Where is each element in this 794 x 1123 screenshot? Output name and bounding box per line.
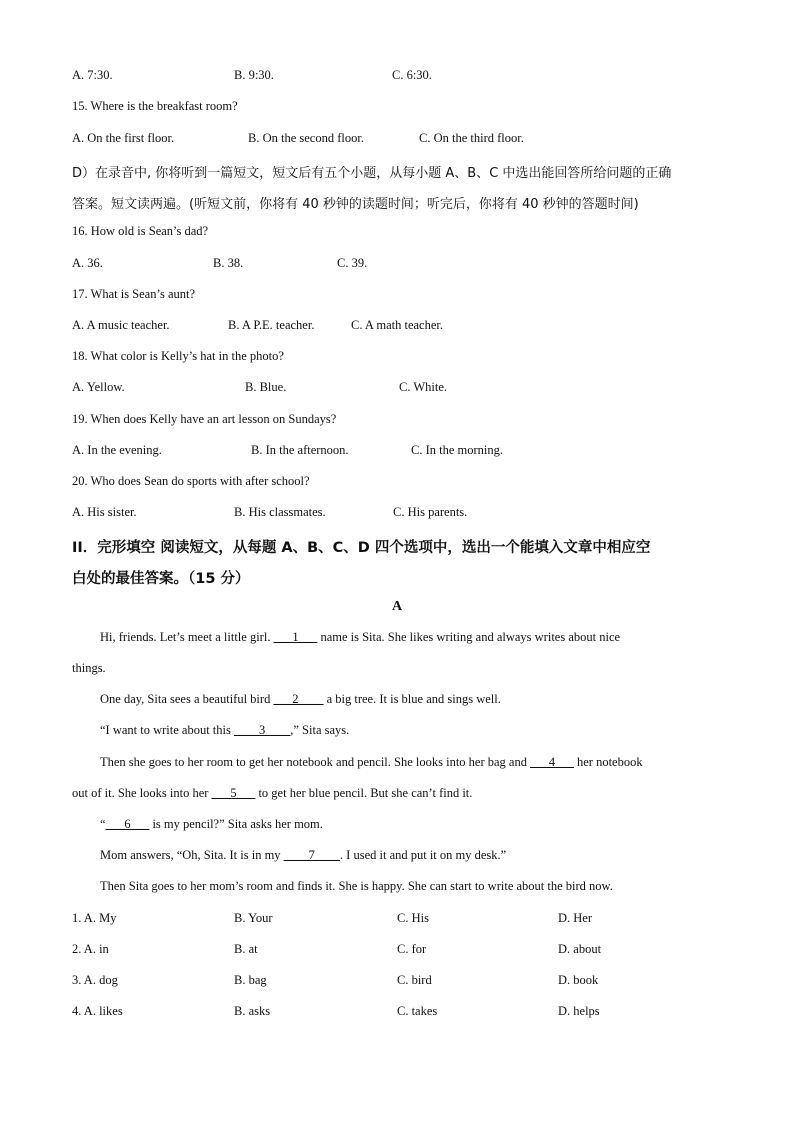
- q3-option-d: D. book: [558, 973, 599, 987]
- section-d-instruction-line2: 答案。短文读两遍。(听短文前，你将有 40 秒钟的读题时间；听完后，你将有 40 秒钟的答题时间): [72, 197, 639, 212]
- passage-text: One day, Sita sees a beautiful bird: [100, 692, 274, 706]
- passage-text: Then she goes to her room to get her notebook and pencil. She looks into her bag and: [100, 755, 531, 769]
- q20-option-c: C. His parents.: [393, 505, 468, 519]
- section-d-instruction-line1: D）在录音中, 你将听到一篇短文，短文后有五个小题，从每小题 A、B、C 中选出能回答所给问题的正确: [72, 166, 672, 181]
- q17-question: 17. What is Sean’s aunt?: [72, 287, 196, 301]
- q14-option-c: C. 6:30.: [392, 68, 432, 82]
- q15-option-c: C. On the third floor.: [419, 131, 524, 145]
- q18-question: 18. What color is Kelly’s hat in the photo?: [72, 349, 284, 363]
- q16-option-c: C. 39.: [337, 256, 368, 270]
- blank-1: ___1___: [273, 630, 318, 644]
- q20-question: 20. Who does Sean do sports with after school?: [72, 474, 310, 488]
- passage-paragraph-6: [100, 848, 506, 863]
- passage-paragraph-4: [100, 755, 643, 770]
- passage-text: ,” Sita says.: [290, 723, 350, 737]
- passage-title: A: [391, 599, 403, 614]
- blank-2: ___2____: [273, 692, 324, 706]
- q19-option-c: C. In the morning.: [411, 443, 504, 457]
- q3-option-c: C. bird: [397, 973, 432, 987]
- blank-5: ___5___: [211, 786, 256, 800]
- q19-option-a: A. In the evening.: [72, 443, 162, 457]
- q18-option-b: B. Blue.: [245, 380, 287, 394]
- passage-text: is my pencil?” Sita asks her mom.: [149, 817, 323, 831]
- q3-option-b: B. bag: [234, 973, 267, 987]
- passage-text: Hi, friends. Let’s meet a little girl.: [100, 630, 274, 644]
- passage-paragraph-4-cont: [72, 786, 472, 801]
- q4-option-c: C. takes: [397, 1004, 438, 1018]
- q1-option-d: D. Her: [558, 911, 593, 925]
- section-ii-heading-line1: II．完形填空 阅读短文，从每题 A、B、C、D 四个选项中，选出一个能填入文章中相应空: [72, 540, 651, 556]
- passage-paragraph-7: Then Sita goes to her mom’s room and finds it. She is happy. She can start to write about the bird now.: [100, 879, 613, 893]
- q19-option-b: B. In the afternoon.: [251, 443, 349, 457]
- passage-text: her notebook: [573, 755, 643, 769]
- q19-question: 19. When does Kelly have an art lesson on Sundays?: [72, 412, 337, 426]
- q20-option-b: B. His classmates.: [234, 505, 326, 519]
- q15-option-a: A. On the first floor.: [72, 131, 175, 145]
- blank-4: ___4___: [530, 755, 574, 769]
- q14-option-b: B. 9:30.: [234, 68, 274, 82]
- passage-paragraph-5: [100, 817, 323, 832]
- passage-text: a big tree. It is blue and sings well.: [323, 692, 501, 706]
- passage-text: “I want to write about this: [100, 723, 234, 737]
- q2-option-c: C. for: [397, 942, 427, 956]
- q2-option-a: 2. A. in: [72, 942, 109, 956]
- passage-paragraph-3: [100, 723, 349, 738]
- passage-text: “: [100, 817, 106, 831]
- q2-option-d: D. about: [558, 942, 602, 956]
- q4-option-a: 4. A. likes: [72, 1004, 123, 1018]
- passage-paragraph-1: [100, 630, 620, 645]
- passage-paragraph-1-cont: things.: [72, 661, 106, 675]
- blank-7: ____7____: [283, 848, 340, 862]
- q14-option-a: A. 7:30.: [72, 68, 113, 82]
- passage-paragraph-2: [100, 692, 501, 707]
- q18-option-a: A. Yellow.: [72, 380, 125, 394]
- q17-option-c: C. A math teacher.: [351, 318, 443, 332]
- passage-text: Mom answers, “Oh, Sita. It is in my: [100, 848, 284, 862]
- section-ii-heading-line2: 白处的最佳答案。（15 分）: [72, 571, 250, 587]
- q4-option-b: B. asks: [234, 1004, 271, 1018]
- q4-option-d: D. helps: [558, 1004, 600, 1018]
- passage-text: . I used it and put it on my desk.”: [339, 848, 507, 862]
- passage-text: name is Sita. She likes writing and always writes about nice: [317, 630, 621, 644]
- q16-option-a: A. 36.: [72, 256, 103, 270]
- q16-option-b: B. 38.: [213, 256, 244, 270]
- q3-option-a: 3. A. dog: [72, 973, 118, 987]
- q17-option-b: B. A P.E. teacher.: [228, 318, 315, 332]
- passage-text: out of it. She looks into her: [72, 786, 212, 800]
- q1-option-c: C. His: [397, 911, 429, 925]
- q15-option-b: B. On the second floor.: [248, 131, 364, 145]
- q16-question: 16. How old is Sean’s dad?: [72, 224, 209, 238]
- q2-option-b: B. at: [234, 942, 258, 956]
- blank-3: ____3____: [234, 723, 291, 737]
- blank-6: ___6___: [105, 817, 150, 831]
- q1-option-a: 1. A. My: [72, 911, 117, 925]
- q17-option-a: A. A music teacher.: [72, 318, 170, 332]
- q15-question: 15. Where is the breakfast room?: [72, 99, 238, 113]
- passage-text: to get her blue pencil. But she can’t find it.: [255, 786, 473, 800]
- q20-option-a: A. His sister.: [72, 505, 137, 519]
- q18-option-c: C. White.: [399, 380, 448, 394]
- q1-option-b: B. Your: [234, 911, 273, 925]
